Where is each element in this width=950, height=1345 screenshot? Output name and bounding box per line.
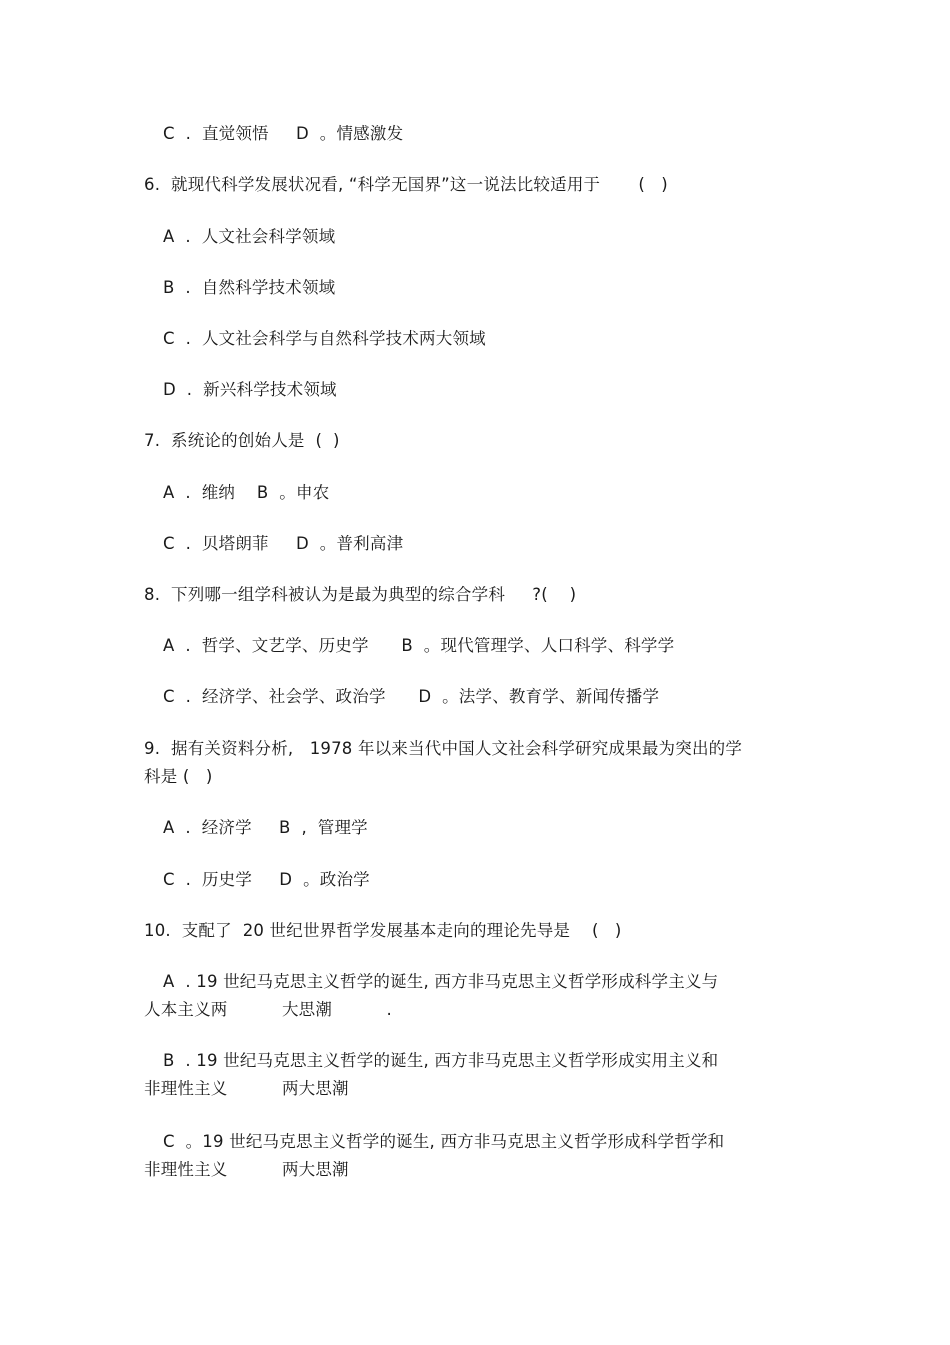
q10-option-a-line1: A . 19 世纪马克思主义哲学的诞生, 西方非马克思主义哲学形成科学主义与 [163, 972, 719, 991]
q6-question: 6. 就现代科学发展状况看, “科学无国界”这一说法比较适用于 ( ) [144, 175, 668, 194]
q6-option-c: C . 人文社会科学与自然科学技术两大领域 [163, 329, 486, 348]
q10-option-b-line2: 非理性主义 两大思潮 [144, 1079, 349, 1098]
q5-options-cd: C . 直觉领悟 D 。情感激发 [163, 124, 404, 143]
q6-option-b: B . 自然科学技术领域 [163, 278, 336, 297]
q6-option-a: A . 人文社会科学领域 [163, 227, 336, 246]
q10-option-c-line2: 非理性主义 两大思潮 [144, 1160, 349, 1179]
q10-option-a-line2: 人本主义两 大思潮 . [144, 1000, 392, 1019]
q8-question: 8. 下列哪一组学科被认为是最为典型的综合学科 ?( ) [144, 585, 577, 604]
q7-options-cd: C . 贝塔朗菲 D 。普利高津 [163, 534, 404, 553]
q7-options-ab: A . 维纳 B 。申农 [163, 483, 330, 502]
q9-question-line2: 科是 ( ) [144, 767, 213, 786]
q9-question-line1: 9. 据有关资料分析, 1978 年以来当代中国人文社会科学研究成果最为突出的学 [144, 739, 743, 758]
q8-options-ab: A . 哲学、文艺学、历史学 B 。现代管理学、人口科学、科学学 [163, 636, 675, 655]
q10-option-b-line1: B . 19 世纪马克思主义哲学的诞生, 西方非马克思主义哲学形成实用主义和 [163, 1051, 719, 1070]
q7-question: 7. 系统论的创始人是 ( ) [144, 431, 340, 450]
q10-question: 10. 支配了 20 世纪世界哲学发展基本走向的理论先导是 ( ) [144, 921, 622, 940]
q6-option-d: D . 新兴科学技术领域 [163, 380, 337, 399]
q8-options-cd: C . 经济学、社会学、政治学 D 。法学、教育学、新闻传播学 [163, 687, 660, 706]
q9-options-cd: C . 历史学 D 。政治学 [163, 870, 370, 889]
q10-option-c-line1: C 。19 世纪马克思主义哲学的诞生, 西方非马克思主义哲学形成科学哲学和 [163, 1132, 725, 1151]
q9-options-ab: A . 经济学 B , 管理学 [163, 818, 368, 837]
